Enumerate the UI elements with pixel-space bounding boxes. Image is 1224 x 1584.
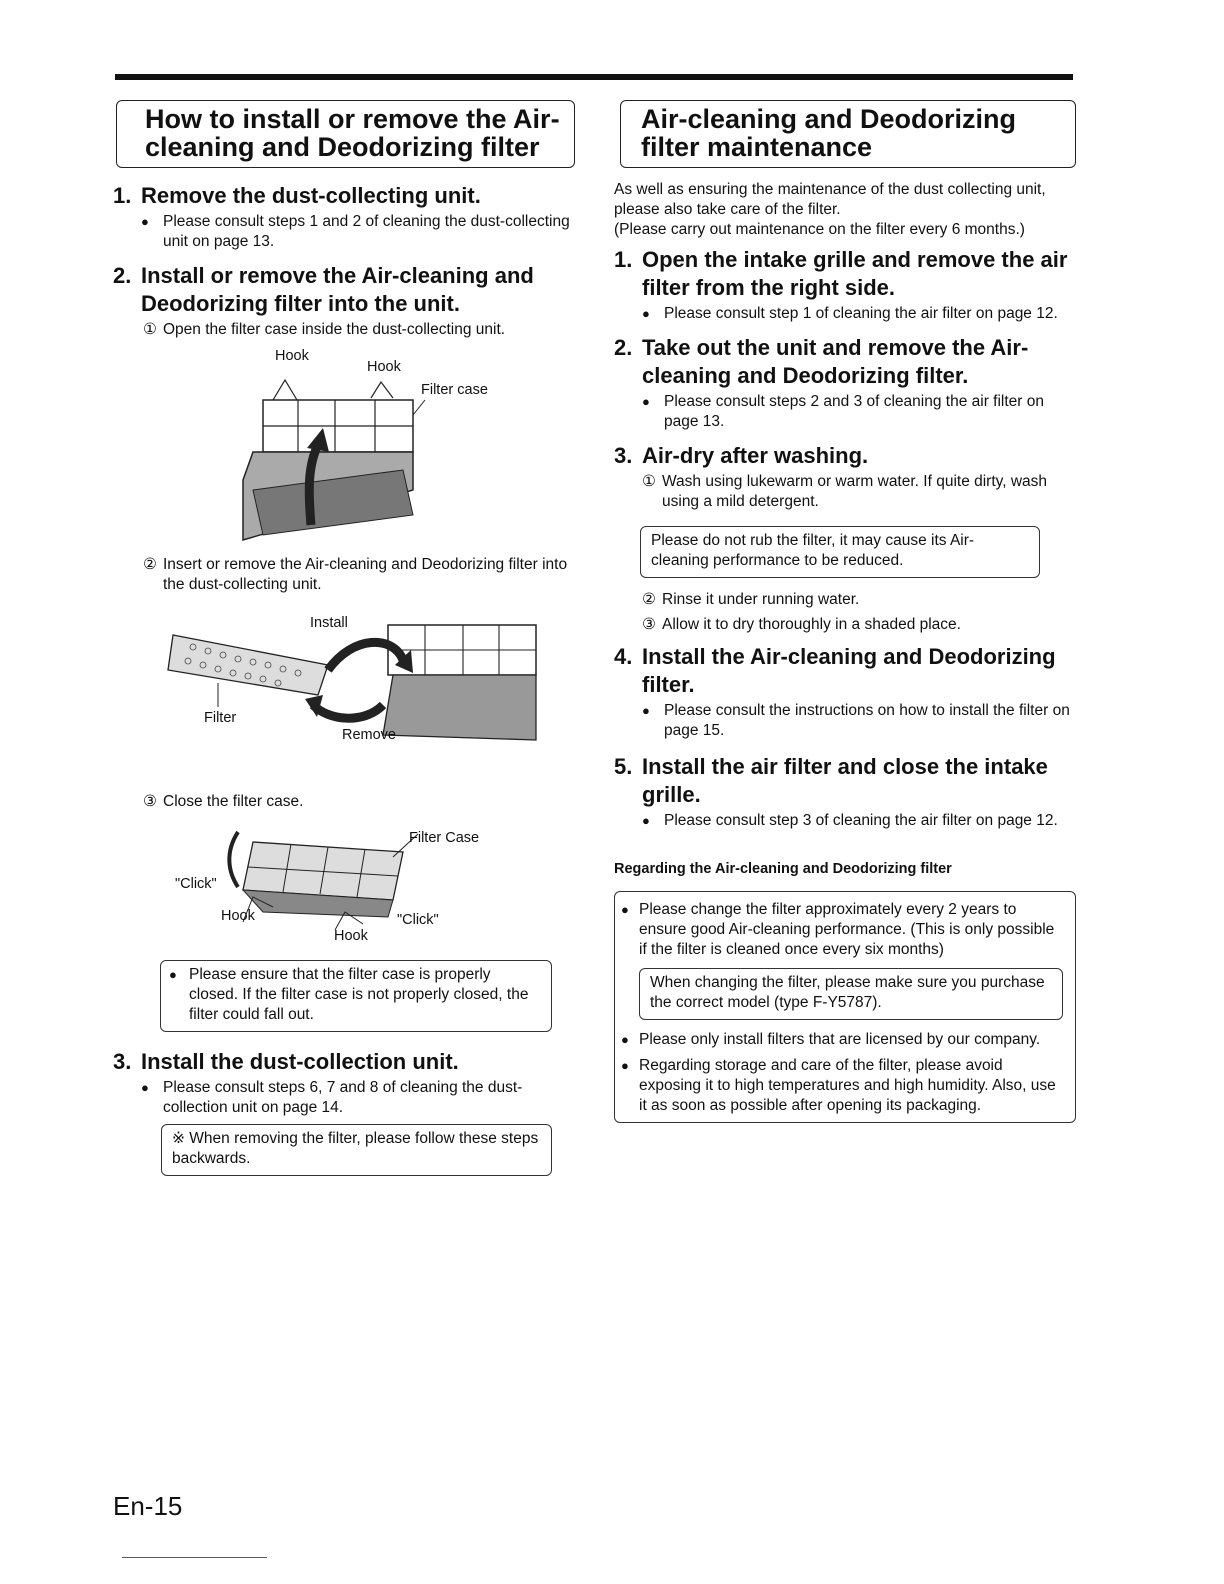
bullet-icon: ● (621, 1032, 629, 1047)
bullet-icon: ● (141, 214, 149, 229)
bullet-icon: ● (642, 813, 650, 828)
bullet-icon: ● (642, 703, 650, 718)
left-step-1-title: Remove the dust-collecting unit. (141, 183, 481, 208)
filter-case-open-illustration (113, 340, 575, 545)
right-section-title: Air-cleaning and Deodorizing filter maintenance (641, 104, 1017, 162)
right-step-3: 3. Air-dry after washing. ① Wash using lukewarm or warm water. If quite dirty, wash using a mild detergent. Please do not rub the filter, it may cause its Air-cleaning performance to be reduced. ② Rinse it under running water. ③ Allow it to dry thoroughly in a shaded place. (614, 443, 1048, 633)
left-section-title: How to install or remove the Air-cleaning and Deodorizing filter (145, 104, 560, 162)
right-step-1: 1. Open the intake grille and remove the air filter from the right side. ● Please consult step 1 of cleaning the air filter on page 12. (614, 246, 1076, 324)
top-rule (115, 74, 1073, 80)
left-step-3-title: Install the dust-collection unit. (141, 1049, 459, 1074)
bullet-icon: ● (169, 967, 177, 982)
close-case-warning: ● Please ensure that the filter case is properly closed. If the filter case is not properly closed, the filter could fall out. (160, 960, 552, 1032)
regarding-heading: Regarding the Air-cleaning and Deodorizing filter (614, 861, 952, 877)
regarding-box: ● Please change the filter approximately every 2 years to ensure good Air-cleaning performance. (This is only possible if the filter is cleaned once every six months) When changing the filter, please make sure you purchase the correct model (type F-Y5787). ● Please only install filters that are licensed by our company. ● Regarding storage and care of the filter, please avoid exposing it to high temperatures and high humidity. Also, use it as soon as possible after opening its packaging. (614, 891, 1076, 1123)
right-step-4: 4. Install the Air-cleaning and Deodorizing filter. ● Please consult the instructions on how to install the filter on page 15. (614, 643, 1076, 741)
right-step-2: 2. Take out the unit and remove the Air-cleaning and Deodorizing filter. ● Please consult steps 2 and 3 of cleaning the air filter on page 13. (614, 334, 1076, 432)
figure-insert-remove-filter: Install Filter Remove (113, 595, 575, 780)
right-step-5-title: Install the air filter and close the intake grille. (642, 754, 1048, 807)
left-step-2: 2. Install or remove the Air-cleaning and Deodorizing filter into the unit. ① Open the filter case inside the dust-collecting unit. Hook Hook Filter case ② Insert or remove the Air-cleaning and Deodorizing filter into the dust-collecting unit. Install Filter Remove ③ Close the filter case. Filter Case "Click" Hook "Click" Hook ● Please ensure that the filter case is properly closed. If the filter case is not properly closed, the filter could fall out. (113, 262, 575, 1032)
bullet-icon: ● (141, 1080, 149, 1095)
right-section-header (620, 100, 1076, 168)
bullet-icon: ● (621, 1058, 629, 1073)
left-step-3: 3. Install the dust-collection unit. ● Please consult steps 6, 7 and 8 of cleaning the dust-collection unit on page 14. ※ When removing the filter, please follow these steps backwards. (113, 1048, 575, 1176)
bullet-icon: ● (642, 306, 650, 321)
left-step-1: 1. Remove the dust-collecting unit. ● Please consult steps 1 and 2 of cleaning the dust-collecting unit on page 13. (113, 183, 570, 250)
bullet-icon: ● (642, 394, 650, 409)
figure-close-filter-case: Filter Case "Click" Hook "Click" Hook (113, 812, 575, 960)
right-step-1-title: Open the intake grille and remove the air filter from the right side. (642, 247, 1068, 300)
right-step-5: 5. Install the air filter and close the intake grille. ● Please consult step 3 of cleaning the air filter on page 12. (614, 753, 1076, 831)
footer-line (122, 1557, 267, 1558)
right-step-4-title: Install the Air-cleaning and Deodorizing filter. (642, 644, 1056, 697)
right-step-3-title: Air-dry after washing. (642, 443, 869, 468)
figure-open-filter-case: Hook Hook Filter case (113, 340, 575, 545)
page-number: En-15 (113, 1491, 183, 1521)
correct-model-note: When changing the filter, please make sure you purchase the correct model (type F-Y5787). (639, 968, 1063, 1020)
left-step-2-title: Install or remove the Air-cleaning and Deodorizing filter into the unit. (141, 263, 534, 316)
left-section-header (116, 100, 575, 168)
right-column: Air-cleaning and Deodorizing filter maintenance As well as ensuring the maintenance of the dust collecting unit, please also take care of the filter. (Please carry out maintenance on the filter every 6 months.) 1. Open the intake grille and remove the air filter from the right side. ● Please consult step 1 of cleaning the air filter on page 12. 2. Take out the unit and remove the Air-cleaning and Deodorizing filter. ● Please consult steps 2 and 3 of cleaning the air filter on page 13. 3. Air-dry after washing. ① Wash using lukewarm or warm water. If quite dirty, wash using a mild detergent. Please do not rub the filter, it may cause its Air-cleaning performance to be reduced. ② Rinse it under running water. ③ Allow it to dry thoroughly in a shaded place. 4. Install the Air-cleaning and Deodorizing filter. ● Please consult the instructions on how to install the filter on page 15. 5. Install the air filter and close the intake grille. ● Please consult step 3 of cleaning the air filter on page 12. Regarding the Air-cleaning and Deodorizing filter ● Please change the filter approximately every 2 years to ensure good Air-cleaning performance. (This is only possible if the filter is cleaned once every six months) When changing the filter, please make sure you purchase the correct model (type F-Y5787). ● Please only install filters that are licensed by our company. ● Regarding storage and care of the filter, please avoid exposing it to high temperatures and high humidity. Also, use it as soon as possible after opening its packaging. (614, 100, 1076, 1123)
right-step-2-title: Take out the unit and remove the Air-cleaning and Deodorizing filter. (642, 335, 1029, 388)
do-not-rub-note: Please do not rub the filter, it may cause its Air-cleaning performance to be reduced. (640, 526, 1040, 578)
bullet-icon: ● (621, 902, 629, 917)
reverse-steps-note: ※ When removing the filter, please follow these steps backwards. (161, 1124, 552, 1176)
left-column (113, 100, 575, 1176)
